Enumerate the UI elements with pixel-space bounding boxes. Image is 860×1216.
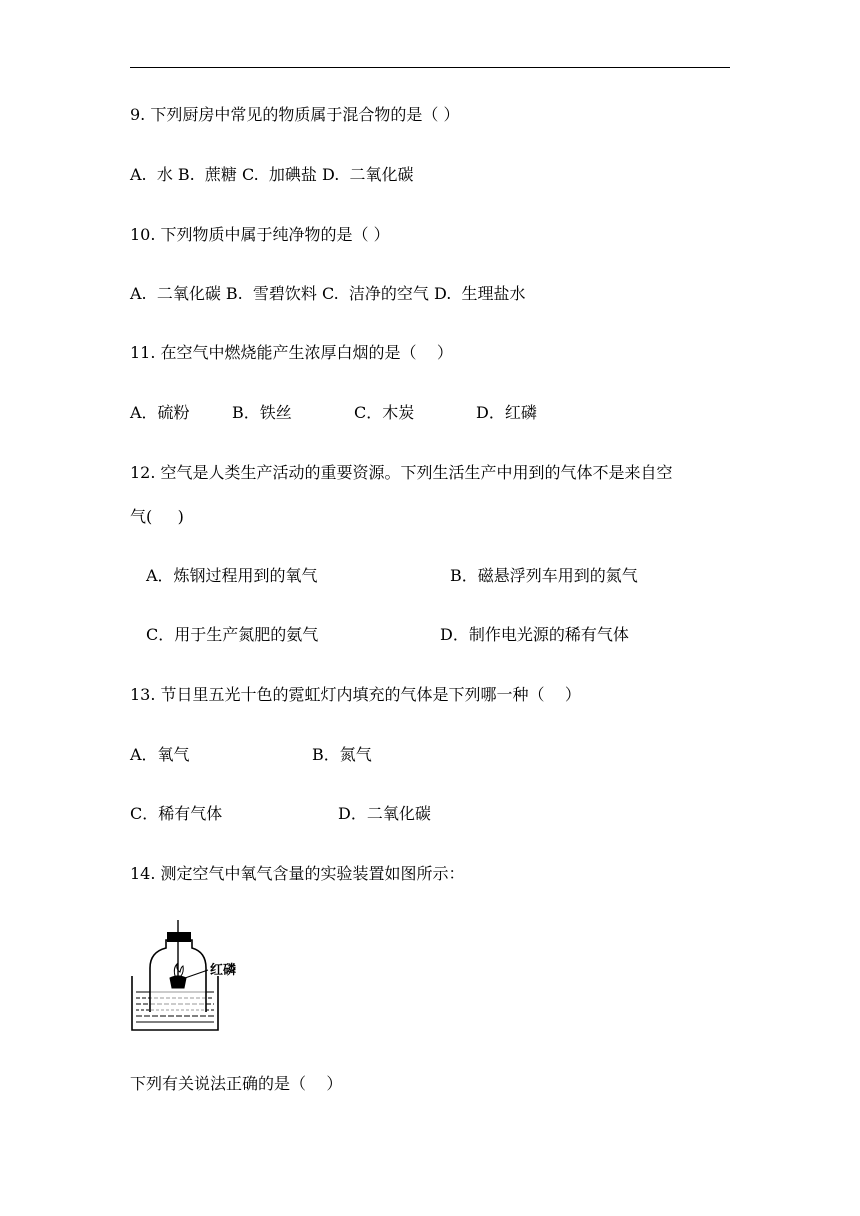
- q13-option-c: C．稀有气体: [130, 804, 223, 823]
- q12-option-c: C．用于生产氮肥的氨气: [146, 625, 319, 644]
- q13-stem: 13. 节日里五光十色的霓虹灯内填充的气体是下列哪一种（ ）: [130, 685, 581, 704]
- q9-options: A. 水 B. 蔗糖 C. 加碘盐 D. 二氧化碳: [130, 165, 414, 184]
- q12-option-d: D．制作电光源的稀有气体: [440, 625, 629, 644]
- q11-stem: 11. 在空气中燃烧能产生浓厚白烟的是（ ）: [130, 343, 453, 362]
- q12-stem-line2: 气( ): [130, 507, 184, 526]
- bell-jar-diagram: [130, 918, 250, 1033]
- red-phosphorus-label: 红磷: [210, 963, 237, 978]
- header-rule: [130, 67, 730, 68]
- q12-stem-line1: 12. 空气是人类生产活动的重要资源。下列生活生产中用到的气体不是来自空: [130, 463, 673, 482]
- q13-option-b: B．氮气: [312, 745, 372, 764]
- q14-stem: 14. 测定空气中氧气含量的实验装置如图所示：: [130, 864, 465, 883]
- q10-options: A. 二氧化碳 B. 雪碧饮料 C. 洁净的空气 D. 生理盐水: [130, 284, 526, 303]
- experiment-apparatus-figure: [130, 918, 250, 1033]
- q12-option-a: A．炼钢过程用到的氧气: [146, 566, 318, 585]
- q13-option-d: D．二氧化碳: [338, 804, 431, 823]
- q11-option-a: A．硫粉: [130, 403, 190, 422]
- q13-option-a: A．氧气: [130, 745, 190, 764]
- q11-option-c: C．木炭: [354, 403, 415, 422]
- q10-stem: 10. 下列物质中属于纯净物的是（ ）: [130, 225, 390, 244]
- q14-followup: 下列有关说法正确的是（ ）: [130, 1074, 343, 1093]
- q11-option-d: D．红磷: [476, 403, 537, 422]
- q11-option-b: B．铁丝: [232, 403, 292, 422]
- q12-option-b: B．磁悬浮列车用到的氮气: [450, 566, 638, 585]
- q9-stem: 9. 下列厨房中常见的物质属于混合物的是（ ）: [130, 105, 460, 124]
